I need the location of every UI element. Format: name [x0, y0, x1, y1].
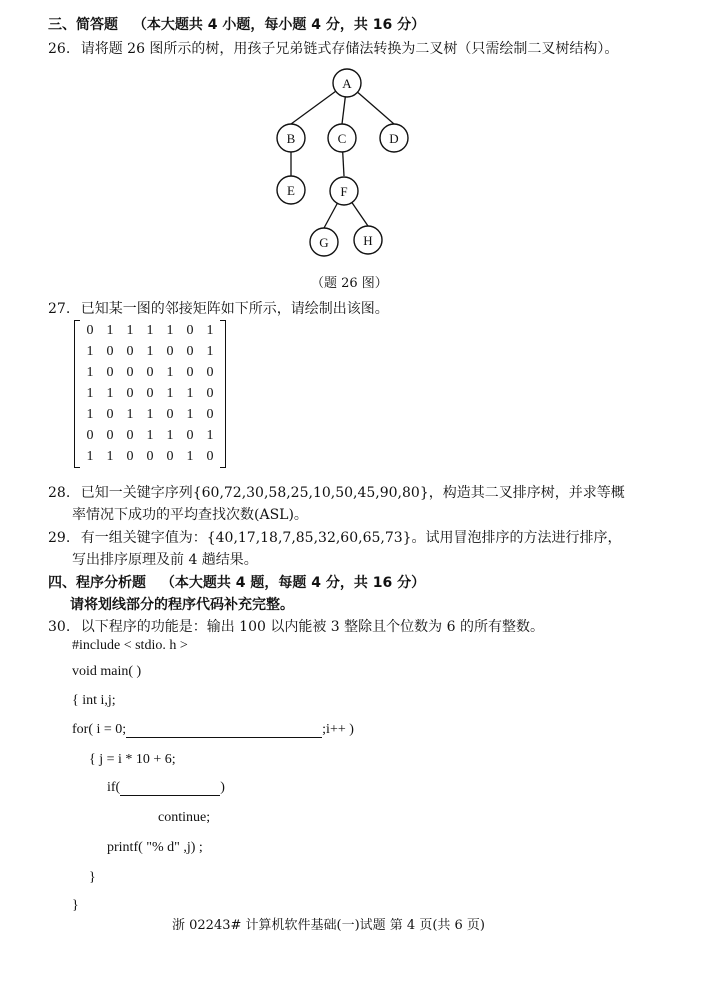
- code-for-start: for( i = 0;: [72, 722, 127, 737]
- matrix-table: [80, 320, 220, 467]
- matrix-cell: 0: [166, 343, 174, 359]
- matrix-cell: 0: [186, 364, 194, 380]
- for-condition-blank[interactable]: [126, 723, 322, 738]
- matrix-row: [80, 446, 220, 467]
- code-for: [72, 722, 354, 738]
- matrix-cell: 1: [186, 385, 194, 401]
- question-29-line-2: 写出排序原理及前 4 趟结果。: [72, 552, 258, 568]
- matrix-cell: 1: [86, 343, 94, 359]
- matrix-cell: 1: [86, 406, 94, 422]
- code-if: [107, 780, 225, 796]
- matrix-cell: 1: [126, 322, 134, 338]
- matrix-cell: 0: [126, 343, 134, 359]
- matrix-row: [80, 362, 220, 383]
- matrix-right-bracket: [220, 320, 226, 468]
- code-main: void main( ): [72, 664, 142, 679]
- matrix-cell: 0: [86, 322, 94, 338]
- matrix-cell: 1: [166, 385, 174, 401]
- matrix-cell: 1: [146, 322, 154, 338]
- code-loop-body: { j = i * 10 + 6;: [89, 752, 176, 767]
- page-footer: 浙 02243# 计算机软件基础(一)试题 第 4 页(共 6 页): [172, 918, 486, 933]
- question-30: [48, 616, 544, 636]
- matrix-cell: 0: [206, 406, 214, 422]
- code-continue: continue;: [158, 810, 211, 825]
- matrix-cell: 0: [126, 448, 134, 464]
- matrix-cell: 0: [106, 427, 114, 443]
- matrix-cell: 1: [206, 322, 214, 338]
- matrix-cell: 0: [126, 385, 134, 401]
- tree-label-e: E: [287, 183, 295, 198]
- section-4-note: （本大题共 4 题，每题 4 分，共 16 分）: [160, 575, 426, 591]
- question-29-number: 29.: [48, 530, 71, 546]
- question-29-line-1: 有一组关键字值为：{40,17,18,7,85,32,60,65,73}。试用冒泡排序的方法进行排序，: [80, 530, 622, 546]
- matrix-cell: 0: [106, 406, 114, 422]
- matrix-cell: 1: [86, 385, 94, 401]
- code-for-end: ;i++ ): [322, 722, 354, 737]
- matrix-cell: 1: [206, 343, 214, 359]
- tree-label-d: D: [389, 131, 399, 146]
- tree-label-a: A: [342, 76, 352, 91]
- matrix-cell: 1: [206, 427, 214, 443]
- matrix-row: [80, 320, 220, 341]
- matrix-cell: 0: [186, 322, 194, 338]
- question-27-text: 已知某一图的邻接矩阵如下所示，请绘制出该图。: [80, 301, 389, 317]
- matrix-cell: 1: [186, 448, 194, 464]
- matrix-row: [80, 425, 220, 446]
- code-if-end: ): [220, 780, 225, 795]
- matrix-cell: 0: [166, 406, 174, 422]
- tree-label-g: G: [319, 235, 329, 250]
- matrix-cell: 0: [106, 364, 114, 380]
- matrix-cell: 1: [166, 322, 174, 338]
- section-4-instruction: 请将划线部分的程序代码补充完整。: [70, 597, 294, 613]
- question-28-number: 28.: [48, 485, 71, 501]
- matrix-cell: 1: [146, 406, 154, 422]
- tree-label-h: H: [363, 233, 373, 248]
- matrix-cell: 1: [86, 364, 94, 380]
- matrix-cell: 1: [106, 448, 114, 464]
- matrix-cell: 0: [146, 385, 154, 401]
- matrix-cell: 1: [146, 343, 154, 359]
- matrix-cell: 1: [146, 427, 154, 443]
- matrix-cell: 0: [186, 427, 194, 443]
- question-28-line-1: 已知一关键字序列{60,72,30,58,25,10,50,45,90,80}，构造其二叉排序树，并求等概: [80, 485, 625, 501]
- matrix-cell: 0: [126, 427, 134, 443]
- matrix-row: [80, 383, 220, 404]
- matrix-cell: 0: [166, 448, 174, 464]
- tree-diagram: [270, 62, 430, 262]
- matrix-cell: 0: [146, 448, 154, 464]
- matrix-cell: 0: [186, 343, 194, 359]
- matrix-cell: 0: [86, 427, 94, 443]
- matrix-cell: 0: [206, 364, 214, 380]
- matrix-cell: 1: [166, 427, 174, 443]
- matrix-row: [80, 404, 220, 425]
- code-include: #include < stdio. h >: [72, 638, 188, 653]
- matrix-cell: 1: [106, 385, 114, 401]
- matrix-cell: 0: [206, 385, 214, 401]
- code-decl: { int i,j;: [72, 693, 116, 708]
- section-3-title: 三、简答题: [48, 17, 118, 33]
- question-26-text: 请将题 26 图所示的树，用孩子兄弟链式存储法转换为二叉树（只需绘制二叉树结构）。: [80, 41, 619, 57]
- code-brace-close-outer: }: [72, 898, 79, 913]
- code-printf: printf( "% d" ,j) ;: [107, 840, 203, 855]
- question-27: [48, 298, 389, 318]
- matrix-cell: 1: [126, 406, 134, 422]
- section-3-note: （本大题共 4 小题，每小题 4 分，共 16 分）: [132, 17, 426, 33]
- code-if-start: if(: [107, 780, 121, 795]
- section-4-heading: [48, 572, 425, 592]
- if-condition-blank[interactable]: [120, 781, 220, 796]
- adjacency-matrix: [74, 320, 226, 468]
- matrix-cell: 0: [146, 364, 154, 380]
- question-27-number: 27.: [48, 301, 71, 317]
- matrix-cell: 0: [126, 364, 134, 380]
- code-brace-close-inner: }: [89, 870, 96, 885]
- section-3-heading: [48, 14, 425, 34]
- question-28: [48, 482, 625, 502]
- question-30-text: 以下程序的功能是：输出 100 以内能被 3 整除且个位数为 6 的所有整数。: [80, 619, 544, 635]
- tree-label-f: F: [340, 184, 348, 199]
- matrix-cell: 1: [106, 322, 114, 338]
- matrix-cell: 1: [166, 364, 174, 380]
- question-29: [48, 527, 622, 547]
- tree-label-b: B: [286, 131, 296, 146]
- section-4-title: 四、程序分析题: [48, 575, 146, 591]
- matrix-cell: 1: [186, 406, 194, 422]
- matrix-row: [80, 341, 220, 362]
- tree-label-c: C: [337, 131, 347, 146]
- matrix-cell: 0: [106, 343, 114, 359]
- matrix-cell: 0: [206, 448, 214, 464]
- matrix-cell: 1: [86, 448, 94, 464]
- question-26-number: 26.: [48, 41, 71, 57]
- figure-26-caption: （题 26 图）: [311, 276, 388, 291]
- question-28-line-2: 率情况下成功的平均查找次数(ASL)。: [72, 507, 308, 523]
- question-30-number: 30.: [48, 619, 71, 635]
- question-26: [48, 38, 618, 58]
